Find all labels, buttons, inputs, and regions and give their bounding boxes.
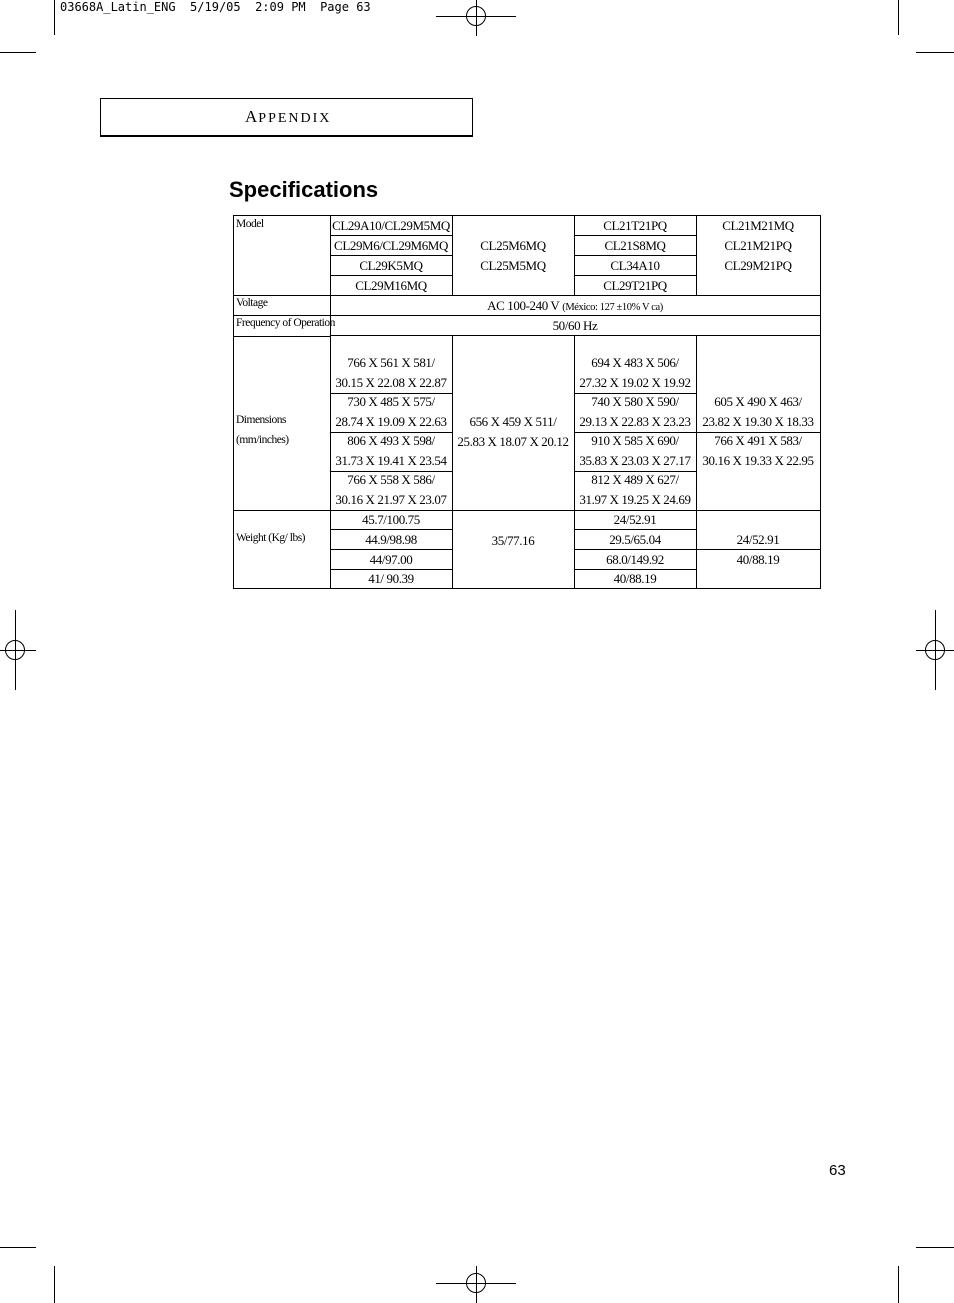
section-header <box>100 98 473 137</box>
crop-mark <box>916 52 954 53</box>
model-cell: CL34A10 <box>610 258 660 273</box>
model-cell: CL25M6MQ <box>480 238 546 253</box>
dimension-cell: 730 X 485 X 575/ 28.74 X 19.09 X 22.63 <box>335 394 447 429</box>
weight-cell: 40/88.19 <box>736 552 780 567</box>
crop-mark <box>898 0 899 35</box>
model-cell: CL29M16MQ <box>355 278 427 293</box>
model-cell: CL29M21PQ <box>724 258 792 273</box>
weight-cell: 24/52.91 <box>613 512 657 527</box>
crop-mark <box>898 1266 899 1303</box>
model-cell: CL21T21PQ <box>603 218 667 233</box>
weight-cell: 44.9/98.98 <box>365 532 417 547</box>
weight-cell: 44/97.00 <box>369 552 413 567</box>
weight-cell: 24/52.91 <box>736 532 780 547</box>
dimension-cell: 605 X 490 X 463/ 23.82 X 19.30 X 18.33 <box>702 394 814 429</box>
dimension-cell: 766 X 558 X 586/ 30.16 X 21.97 X 23.07 <box>335 472 447 507</box>
weight-cell: 41/ 90.39 <box>368 571 414 586</box>
dimension-cell: 812 X 489 X 627/ 31.97 X 19.25 X 24.69 <box>579 472 691 507</box>
label-weight: Weight (Kg/ lbs) <box>236 532 306 544</box>
model-cell: CL29M6/CL29M6MQ <box>334 238 448 253</box>
model-cell: CL29T21PQ <box>603 278 667 293</box>
model-cell: CL21S8MQ <box>604 238 666 253</box>
dimension-cell: 766 X 491 X 583/ 30.16 X 19.33 X 22.95 <box>702 433 814 468</box>
model-cell: CL29A10/CL29M5MQ <box>332 218 450 233</box>
label-dimensions: Dimensions <box>236 414 286 426</box>
label-frequency: Frequency of Operation <box>236 317 335 329</box>
model-cell: CL29K5MQ <box>359 258 423 273</box>
frequency-value: 50/60 Hz <box>552 318 598 333</box>
dimension-cell: 806 X 493 X 598/ 31.73 X 19.41 X 23.54 <box>335 433 447 468</box>
weight-cell: 45.7/100.75 <box>362 512 420 527</box>
weight-cell: 29.5/65.04 <box>609 532 661 547</box>
crop-mark <box>54 0 55 35</box>
page-number: 63 <box>829 1162 846 1179</box>
model-cell: CL21M21MQ <box>722 218 794 233</box>
page-title: Specifications <box>229 177 379 202</box>
dimension-cell: 694 X 483 X 506/ 27.32 X 19.02 X 19.92 <box>579 355 691 390</box>
voltage-value: AC 100-240 V (México: 127 ±10% V ca) <box>487 298 663 313</box>
crop-mark <box>0 52 36 53</box>
crop-mark <box>916 1247 954 1248</box>
label-model: Model <box>236 218 264 230</box>
dimension-cell: 656 X 459 X 511/ 25.83 X 18.07 X 20.12 <box>457 414 569 449</box>
crop-mark <box>0 1247 36 1248</box>
weight-cell: 40/88.19 <box>613 571 657 586</box>
model-cell: CL21M21PQ <box>724 238 792 253</box>
weight-cell: 35/77.16 <box>491 533 535 548</box>
label-voltage: Voltage <box>236 297 268 309</box>
crop-mark <box>54 1266 55 1303</box>
dimension-cell: 740 X 580 X 590/ 29.13 X 22.83 X 23.23 <box>579 394 691 429</box>
dimension-cell: 766 X 561 X 581/ 30.15 X 22.08 X 22.87 <box>335 355 447 390</box>
print-slug: 03668A_Latin_ENG 5/19/05 2:09 PM Page 63 <box>60 0 371 14</box>
model-cell: CL25M5MQ <box>480 258 546 273</box>
section-label: APPENDIX <box>245 107 332 126</box>
label-dimensions-units: (mm/inches) <box>236 434 289 446</box>
weight-cell: 68.0/149.92 <box>606 552 664 567</box>
dimension-cell: 910 X 585 X 690/ 35.83 X 23.03 X 27.17 <box>579 433 691 468</box>
specifications-table <box>233 215 821 589</box>
